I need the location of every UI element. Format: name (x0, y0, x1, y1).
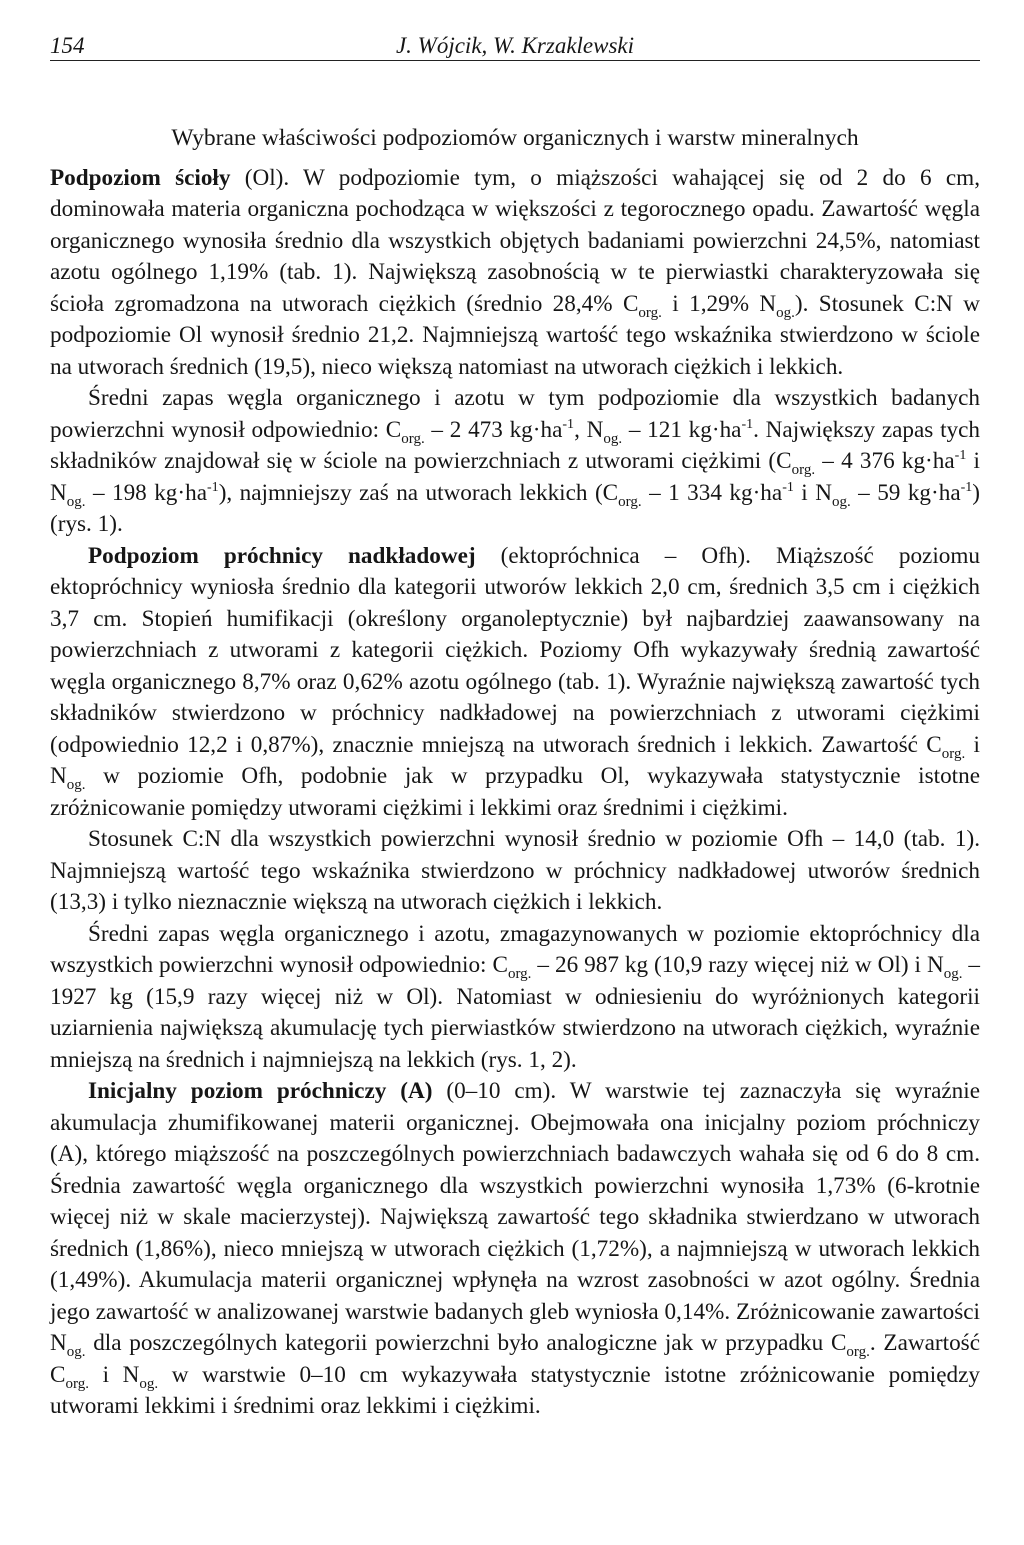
paragraph-ol-content (50, 163, 980, 384)
running-header-authors: J. Wójcik, W. Krzaklewski (395, 33, 635, 58)
superscript: -1 (207, 479, 219, 495)
text-run: – 2 473 kg·ha (424, 416, 563, 443)
text-run: (Ol). W podpoziomie tym, o miąższości wahającej się od 2 do 6 cm, dominowała materia organiczna pochodząca w większości z tegorocznego opadu. Zawartość węgla organicznego wynosiła średnio dla wszystkich objętych badaniami powierzchni 24,5%, natomiast azotu ogólnego 1,19% (tab. 1). Największą zasobnością w te pierwiastki charakteryzowała się ścioła zgromadzona na utworach ciężkich (średnio 28,4% C (50, 164, 980, 317)
paragraph-a-horizon (50, 1076, 980, 1423)
subscript: og. (66, 777, 86, 793)
subscript: org. (401, 430, 425, 447)
text-run: – 26 987 kg (10,9 razy więcej niż w Ol) i N (531, 952, 944, 978)
paragraph-heading: Podpoziom ścioły (50, 164, 231, 191)
section-title: Wybrane właściwości podpoziomów organicznych i warstw mineralnych (171, 125, 859, 151)
text-run: – 59 kg·ha (850, 479, 961, 506)
subscript: og. (943, 966, 963, 982)
subscript: og. (831, 493, 851, 510)
subscript: org. (618, 493, 642, 510)
document-page (50, 20, 980, 1423)
text-run: – 121 kg·ha (622, 416, 742, 443)
superscript: -1 (782, 479, 794, 495)
paragraph-heading: Podpoziom próchnicy nadkładowej (88, 542, 476, 569)
paragraph-ofh-stock (50, 919, 980, 1077)
superscript: -1 (954, 448, 967, 463)
text-run: i N (793, 479, 832, 506)
text-run: i N (50, 448, 980, 506)
text-run: , N (574, 416, 604, 443)
subscript: org. (791, 462, 816, 478)
text-run: w poziomie Ofh, podobnie jak w przypadku Ol, wykazywała statystycznie istotne zróżnicowanie pomiędzy utworami ciężkimi i lekkimi oraz średnimi i ciężkimi. (50, 763, 980, 821)
running-header (50, 20, 980, 61)
subscript: og. (139, 1375, 159, 1392)
text-run: . Największy zapas tych składników znajdował się w ściole na powierzchniach z utworami ciężkimi (C (50, 416, 980, 474)
paragraph-ofh-cn-ratio (50, 824, 980, 919)
text-run: (ektopróchnica – Ofh). Miąższość poziomu ektopróchnicy wyniosła średnio dla kategorii utworów lekkich 2,0 cm, średnich 3,5 cm i ciężkich 3,7 cm. Stopień humifikacji (określony organoleptycznie) był najbardziej zaawansowany na powierzchniach z utworami z kategorii ciężkich. Poziomy Ofh wykazywały średnią zawartość węgla organicznego 8,7% oraz 0,62% azotu ogólnego (tab. 1). Wyraźnie największą zawartość tych składników stwierdzono w próchnicy nadkładowej na powierzchniach z utworami ciężkimi (odpowiednio 12,2 i 0,87%), znacznie mniejszą na utworach średnich i lekkich. Zawartość C (50, 542, 980, 758)
subscript: org. (65, 1375, 89, 1392)
subscript: org. (846, 1344, 870, 1360)
superscript: -1 (960, 479, 973, 495)
text-run: . Zawartość C (50, 1330, 980, 1388)
subscript: org. (638, 304, 662, 321)
text-run: Średni zapas węgla organicznego i azotu w tym podpoziomie dla wszystkich badanych powierzchni wynosił odpowiednio: C (50, 385, 980, 443)
text-run: i 1,29% N (661, 290, 777, 317)
text-run: dla poszczególnych kategorii powierzchni było analogiczne jak w przypadku C (85, 1330, 847, 1356)
subscript: og. (603, 430, 623, 447)
text-run: ) (rys. 1). (50, 479, 981, 537)
text-run: Średni zapas węgla organicznego i azotu, zmagazynowanych w poziomie ektopróchnicy dla wszystkich powierzchni wynosił odpowiednio: C (50, 920, 980, 978)
text-run: i N (88, 1361, 140, 1388)
paragraph-heading: Inicjalny poziom próchniczy (A) (88, 1078, 433, 1104)
text-run: Stosunek C:N dla wszystkich powierzchni wynosił średnio w poziomie Ofh – 14,0 (tab. 1). Najmniejszą wartość tego wskaźnika stwierdzono w próchnicy nadkładowej utworów średnich (13,3) i tylko nieznacznie większą na utworach ciężkich i lekkich. (50, 826, 980, 915)
page-number: 154 (50, 33, 85, 58)
paragraph-ol-stock (50, 383, 980, 541)
text-run: ). Stosunek C:N w podpoziomie Ol wynosił średnio 21,2. Najmniejszą wartość tego wskaźnika stwierdzono w ściole na utworach średnich (19,5), nieco większą natomiast na utworach ciężkich i lekkich. (50, 290, 981, 380)
subscript: org. (507, 966, 532, 982)
text-run: ), najmniejszy zaś na utworach lekkich (C (218, 479, 619, 506)
text-run: (0–10 cm). W warstwie tej zaznaczyła się wyraźnie akumulacja zhumifikowanej materii organicznej. Obejmowała ona inicjalny poziom próchniczy (A), którego miąższość na poszczególnych powierzchniach badawczych wahała się od 6 do 8 cm. Średnia zawartość węgla organicznego dla wszystkich powierzchni wynosiła 1,73% (6-krotnie więcej niż w skale macierzystej). Największą zawartość tego składnika stwierdzano w utworach średnich (1,86%), nieco mniejszą w utworach ciężkich (1,72%), a najmniejszą w utworach lekkich (1,49%). Akumulacja materii organicznej wpłynęła na wzrost zasobności w azot ogólny. Średnia jego zawartość w analizowanej warstwie badanych gleb wyniosła 0,14%. Zróżnicowanie zawartości N (50, 1078, 980, 1356)
text-run: i N (50, 731, 980, 789)
subscript: og. (776, 304, 795, 321)
subscript: org. (941, 745, 966, 762)
text-run: – 1 334 kg·ha (641, 479, 783, 506)
superscript: -1 (562, 416, 575, 432)
superscript: -1 (741, 416, 754, 432)
subscript: og. (66, 1344, 86, 1360)
text-run: – 4 376 kg·ha (815, 448, 955, 474)
subscript: og. (66, 493, 86, 510)
text-run: – 1927 kg (15,9 razy więcej niż w Ol). Natomiast w odniesieniu do wyróżnionych kategorii uziarnienia największą akumulację tych pierwiastków stwierdzono na utworach ciężkich, wyraźnie mniejszą na średnich i najmniejszą na lekkich (rys. 1, 2). (50, 952, 980, 1073)
paragraph-ofh-content (50, 541, 980, 825)
text-run: w warstwie 0–10 cm wykazywała statystycznie istotne zróżnicowanie pomiędzy utworami lekkimi i średnimi oraz lekkimi i ciężkimi. (50, 1361, 981, 1419)
text-run: – 198 kg·ha (85, 479, 208, 506)
